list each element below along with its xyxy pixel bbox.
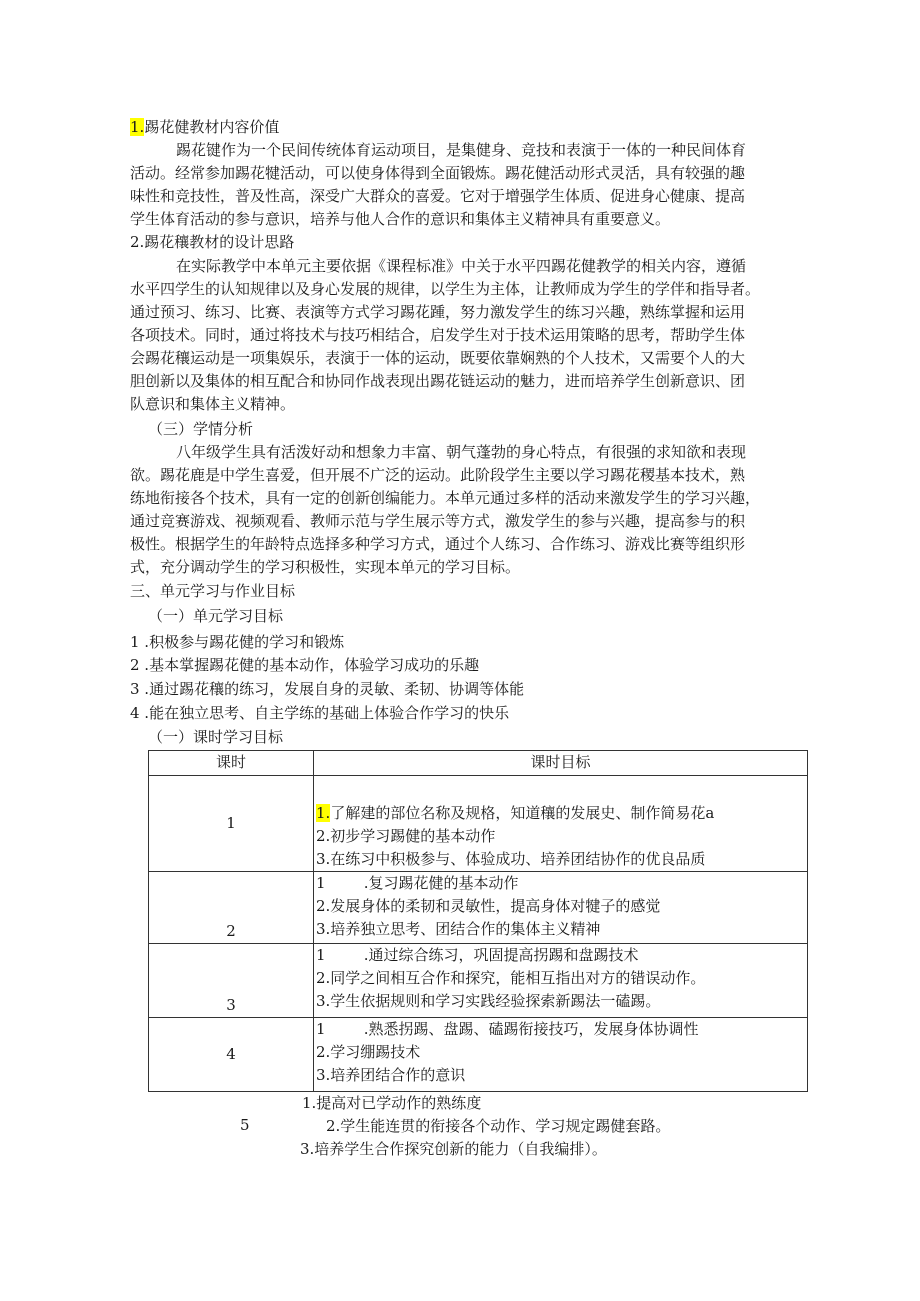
paragraph-line: 八年级学生具有活泼好动和想象力丰富、朝气蓬勃的身心特点，有很强的求知欲和表现 <box>176 443 747 461</box>
lesson-goals-table <box>148 750 808 1092</box>
lesson-goals-cell <box>314 944 808 1018</box>
goal-line: 1 .熟悉拐踢、盘踢、磕踢衔接技巧，发展身体协调性 <box>316 1020 699 1038</box>
table-row <box>149 944 808 1018</box>
unit-goal-item: 2 .基本掌握踢花健的基本动作，体验学习成功的乐趣 <box>130 656 480 674</box>
section-1-title: 踢花健教材内容价值 <box>144 118 280 136</box>
lesson-5-number: 5 <box>240 1116 250 1134</box>
paragraph-line: 水平四学生的认知规律以及身心发展的规律，以学生为主体，让教师成为学生的学伴和指导者。 <box>130 280 761 298</box>
table-row <box>149 1018 808 1092</box>
lesson-number: 3 <box>226 996 236 1014</box>
paragraph-line: 活动。经常参加踢花犍活动，可以使身体得到全面锻炼。踢花健活动形式灵活，具有较强的趣 <box>130 164 746 182</box>
column-header-goals: 课时目标 <box>314 751 808 776</box>
table-row <box>149 872 808 944</box>
paragraph-line: 通过预习、练习、比赛、表演等方式学习踢花踵，努力激发学生的练习兴趣，熟练掌握和运用 <box>130 303 746 321</box>
lesson-5-goal-line: 1.提高对已学动作的熟练度 <box>302 1094 482 1112</box>
paragraph-line: 各项技术。同时，通过将技术与技巧相结合，启发学生对于技术运用策略的思考，帮助学生体 <box>130 326 746 344</box>
unit-goals-subheading: （一）单元学习目标 <box>148 607 284 625</box>
lesson-number: 4 <box>226 1045 236 1063</box>
goal-line: 3.在练习中积极参与、体验成功、培养团结协作的优良品质 <box>316 850 706 868</box>
section-1-number: 1. <box>130 118 145 136</box>
paragraph-line: 胆创新以及集体的相互配合和协同作战表现出踢花链运动的魅力，进而培养学生创新意识、团 <box>130 372 746 390</box>
section-3-heading: （三）学情分析 <box>148 420 254 438</box>
lesson-5-goal-line: 3.培养学生合作探究创新的能力（自我编排）。 <box>300 1140 607 1158</box>
paragraph-line: 味性和竞技性，普及性高，深受广大群众的喜爱。它对于增强学生体质、促进身心健康、提高 <box>130 187 746 205</box>
unit-goal-item: 1 .积极参与踢花健的学习和锻炼 <box>130 633 345 651</box>
paragraph-line: 练地衔接各个技术，具有一定的创新创编能力。本单元通过多样的活动来激发学生的学习兴趣， <box>130 489 761 507</box>
lesson-number-cell <box>149 776 314 872</box>
paragraph-line: 学生体育活动的参与意识，培养与他人合作的意识和集体主义精神具有重要意义。 <box>130 210 671 228</box>
lesson-number: 1 <box>226 814 236 832</box>
unit-goal-item: 3 .通过踢花穰的练习，发展自身的灵敏、柔韧、协调等体能 <box>130 680 525 698</box>
goal-number-highlight: 1. <box>316 804 331 822</box>
goal-line: 3.培养独立思考、团结合作的集体主义精神 <box>316 920 601 938</box>
paragraph-line: 在实际教学中本单元主要依据《课程标准》中关于水平四踢花健教学的相关内容，遵循 <box>176 257 747 275</box>
unit-goal-item: 4 .能在独立思考、自主学练的基础上体验合作学习的快乐 <box>130 704 510 722</box>
section-1-heading <box>130 116 279 138</box>
table-row <box>149 776 808 872</box>
lesson-number-cell <box>149 872 314 944</box>
lesson-number-cell <box>149 1018 314 1092</box>
lesson-number-cell <box>149 944 314 1018</box>
goal-line: 2.同学之间相互合作和探究，能相互指出对方的错误动作。 <box>316 969 706 987</box>
lesson-5-goal-line: 2.学生能连贯的衔接各个动作、学习规定踢健套路。 <box>326 1117 671 1135</box>
goal-line: 2.学习绷踢技术 <box>316 1043 421 1061</box>
section-4-heading: 三、单元学习与作业目标 <box>130 582 296 600</box>
lesson-goals-subheading: （一）课时学习目标 <box>148 728 284 746</box>
goal-line: 3.培养团结合作的意识 <box>316 1066 466 1084</box>
paragraph-line: 会踢花穰运动是一项集娱乐，表演于一体的运动，既要依靠娴熟的个人技术，又需要个人的大 <box>130 349 746 367</box>
goal-line <box>316 802 807 825</box>
paragraph-line: 踢花键作为一个民间传统体育运动项目，是集健身、竞技和表演于一体的一种民间体育 <box>176 141 747 159</box>
section-2-heading: 2.踢花穰教材的设计思路 <box>130 233 295 251</box>
goal-line: 2.发展身体的柔韧和灵敏性，提高身体对犍子的感觉 <box>316 897 661 915</box>
paragraph-line: 式，充分调动学生的学习积极性，实现本单元的学习目标。 <box>130 558 521 576</box>
goal-line: 1 .通过综合练习，巩固提高拐踢和盘踢技术 <box>316 946 639 964</box>
goal-text: 了解建的部位名称及规格，知道穰的发展史、制作简易花a <box>330 804 715 822</box>
goal-line: 3.学生依据规则和学习实践经验探索新踢法一磕踢。 <box>316 992 661 1010</box>
paragraph-line: 通过竞赛游戏、视频观看、教师示范与学生展示等方式，激发学生的参与兴趣，提高参与的积 <box>130 512 746 530</box>
lesson-goals-cell <box>314 872 808 944</box>
lesson-number: 2 <box>226 922 236 940</box>
paragraph-line: 欲。踢花鹿是中学生喜爱，但开展不广泛的运动。此阶段学生主要以学习踢花稷基本技术，熟 <box>130 466 746 484</box>
goal-line: 1 .复习踢花健的基本动作 <box>316 874 519 892</box>
column-header-lesson: 课时 <box>149 751 314 776</box>
lesson-goals-cell <box>314 1018 808 1092</box>
paragraph-line: 极性。根据学生的年龄特点选择多种学习方式，通过个人练习、合作练习、游戏比赛等组织形 <box>130 535 746 553</box>
lesson-goals-cell <box>314 776 808 872</box>
paragraph-line: 队意识和集体主义精神。 <box>130 395 296 413</box>
goal-line: 2.初步学习踢健的基本动作 <box>316 827 496 845</box>
table-header-row <box>149 751 808 776</box>
